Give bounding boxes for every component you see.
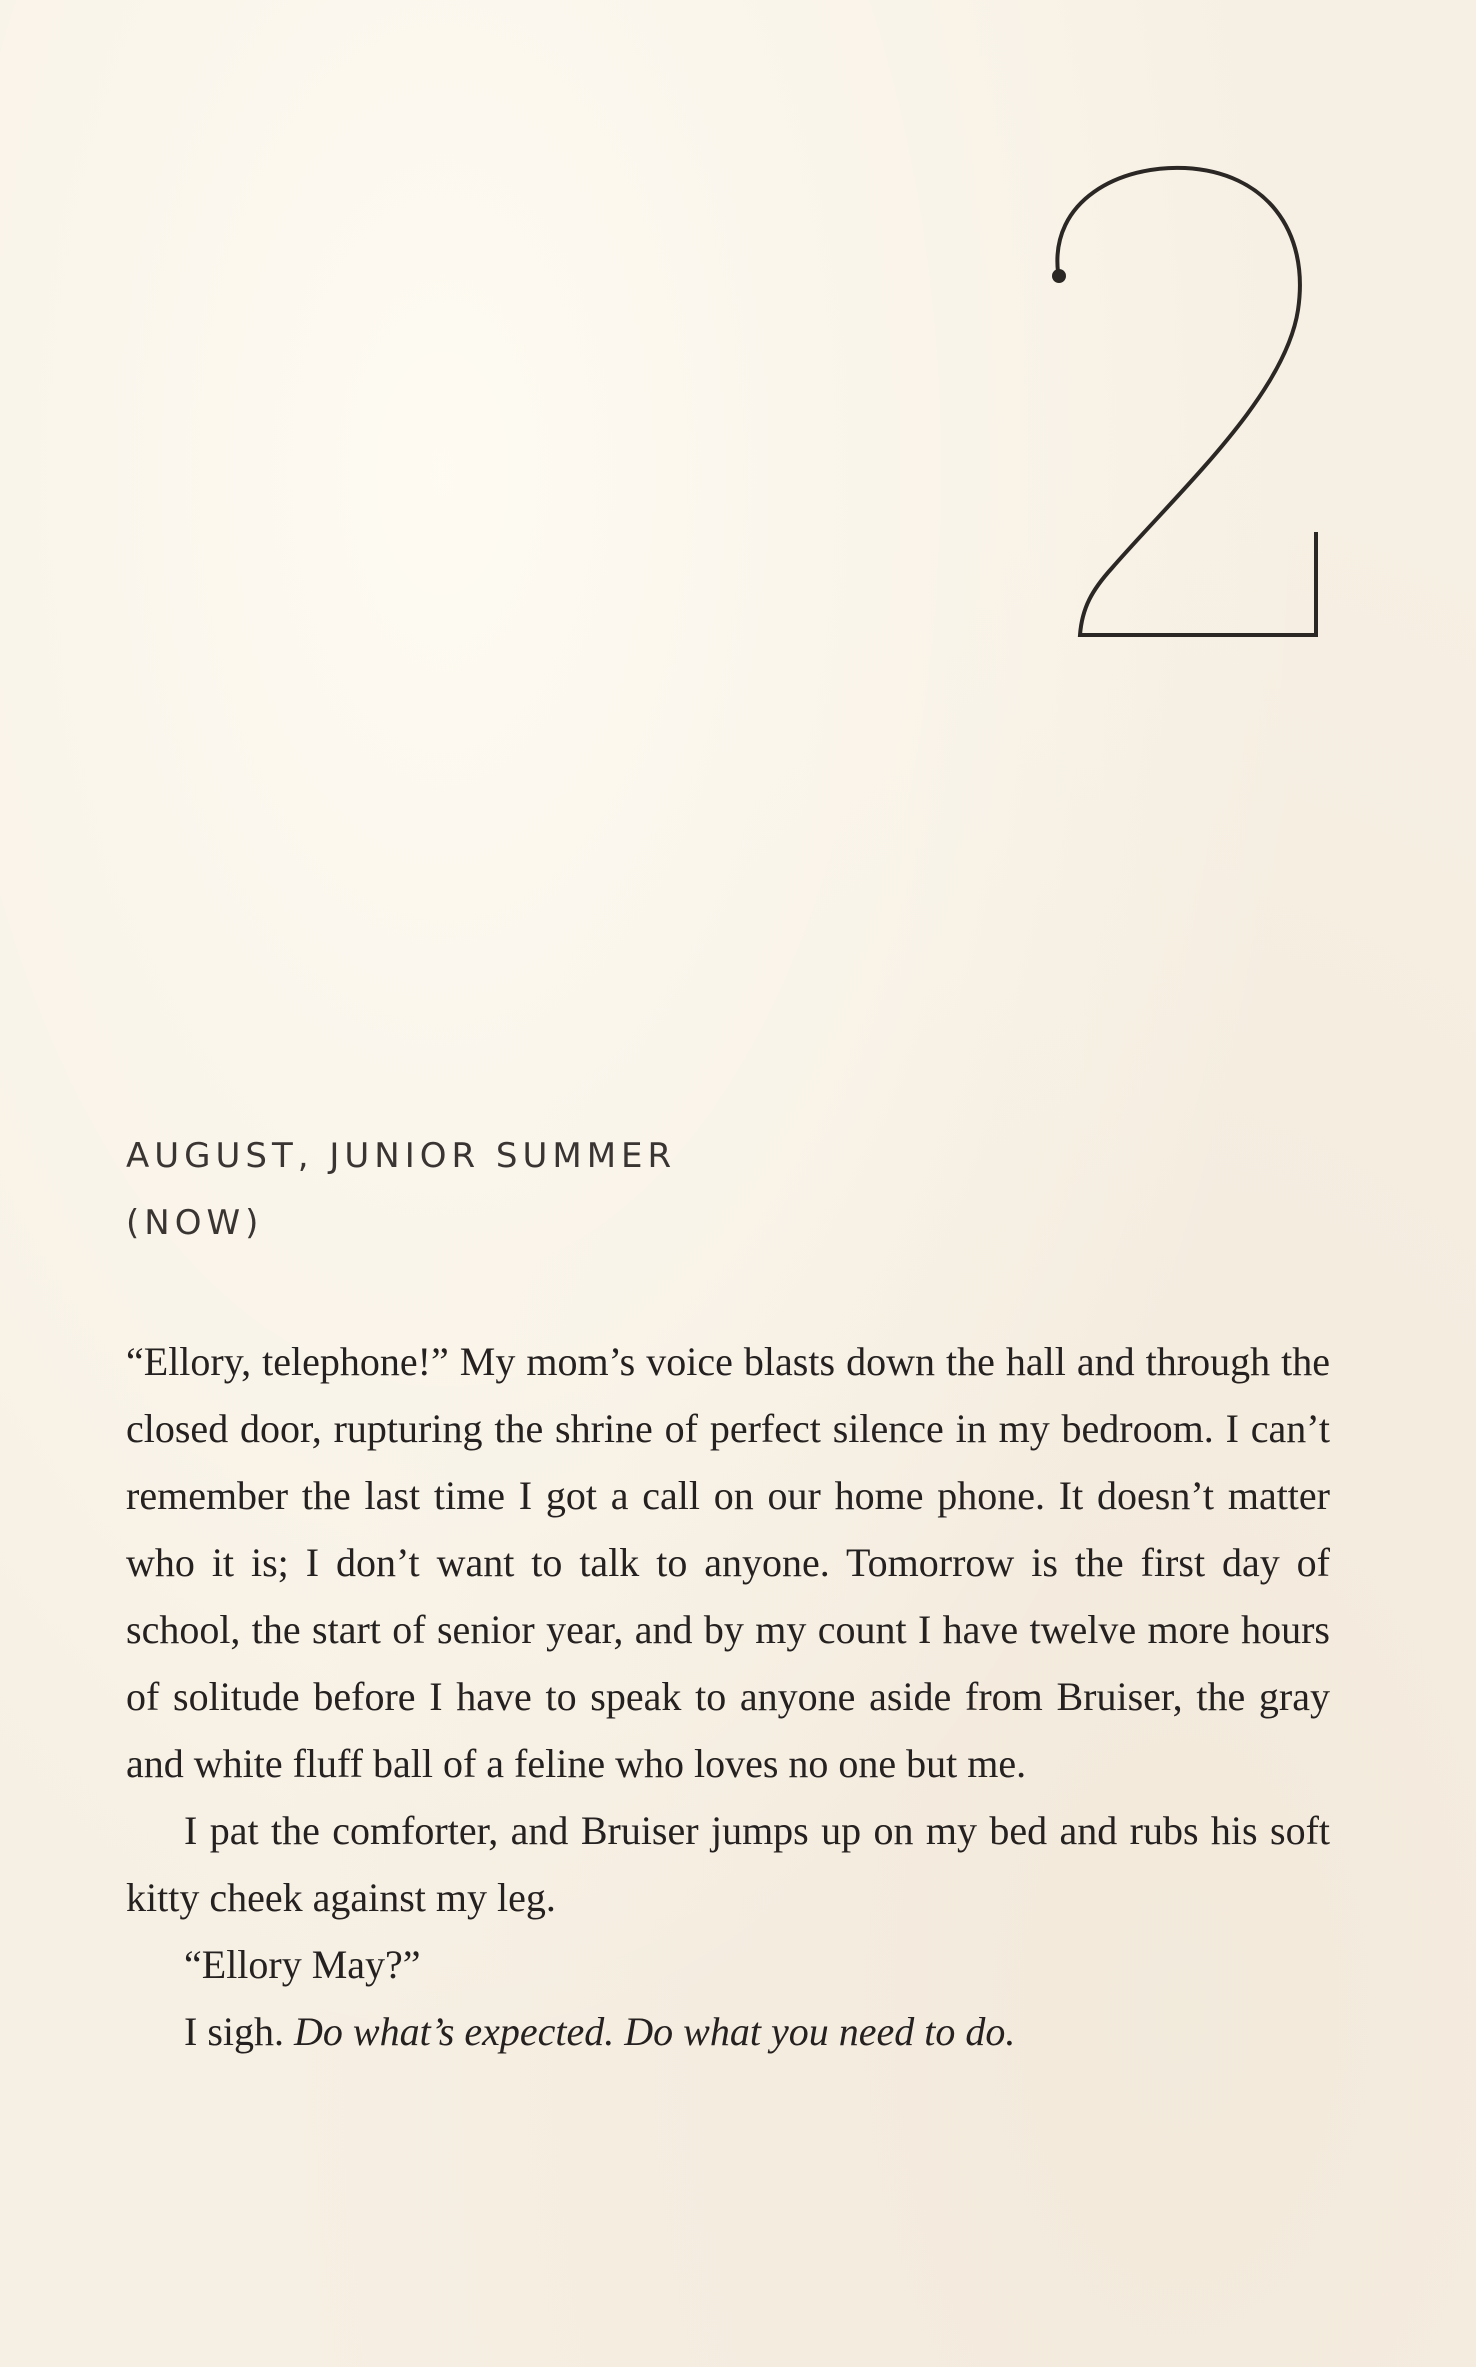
chapter-body — [126, 1328, 1330, 2065]
paragraph-text: I sigh. — [184, 2009, 294, 2054]
paragraph: “Ellory, telephone!” My mom’s voice blasts down the hall and through the closed door, rupturing the shrine of perfect silence in my bedroom. I can’t remember the last time I got a call on our home phone. It doesn’t matter who it is; I don’t want to talk to anyone. Tomorrow is the first day of school, the start of senior year, and by my count I have twelve more hours of solitude before I have to speak to anyone aside from Bruiser, the gray and white fluff ball of a feline who loves no one but me. — [126, 1339, 1330, 1786]
italic-thought: Do what’s expected. Do what you need to do. — [294, 2009, 1016, 2054]
chapter-number-glyph — [1020, 160, 1340, 650]
paragraph — [126, 1998, 1330, 2065]
chapter-number — [1020, 160, 1340, 650]
paragraph: I pat the comforter, and Bruiser jumps up on my bed and rubs his soft kitty cheek against my leg. — [126, 1808, 1330, 1920]
paragraph: “Ellory May?” — [184, 1942, 421, 1987]
section-heading: AUGUST, JUNIOR SUMMER — [126, 1136, 677, 1176]
section-subheading: (NOW) — [126, 1203, 264, 1243]
